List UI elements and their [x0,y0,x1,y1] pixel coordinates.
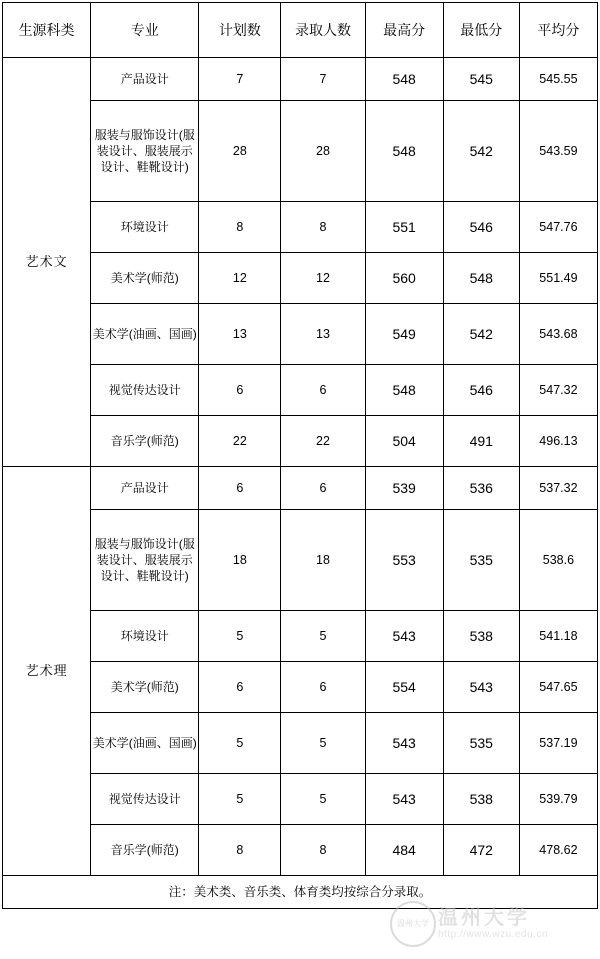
header-cell-plan: 计划数 [199,3,281,58]
plan-cell: 5 [199,611,281,662]
table-row [3,510,598,611]
major-cell: 美术学(油画、国画) [91,713,199,774]
major-cell: 音乐学(师范) [91,416,199,467]
plan-cell: 28 [199,101,281,202]
max-score-cell: 484 [365,825,443,876]
plan-cell: 6 [199,662,281,713]
admitted-cell: 6 [281,365,365,416]
admitted-cell: 6 [281,467,365,510]
admitted-cell: 5 [281,611,365,662]
avg-score-cell: 541.18 [519,611,597,662]
plan-cell: 22 [199,416,281,467]
min-score-cell: 546 [443,365,519,416]
watermark-url: http://www.wzu.edu.cn [438,929,548,940]
admitted-cell: 12 [281,253,365,304]
max-score-cell: 548 [365,101,443,202]
max-score-cell: 549 [365,304,443,365]
table-body [3,58,598,909]
avg-score-cell: 537.19 [519,713,597,774]
plan-cell: 8 [199,825,281,876]
max-score-cell: 553 [365,510,443,611]
table-row [3,416,598,467]
admitted-cell: 28 [281,101,365,202]
table-row [3,58,598,101]
avg-score-cell: 547.76 [519,202,597,253]
major-cell: 音乐学(师范) [91,825,199,876]
header-cell-major: 专业 [91,3,199,58]
max-score-cell: 554 [365,662,443,713]
plan-cell: 8 [199,202,281,253]
plan-cell: 18 [199,510,281,611]
major-cell: 美术学(师范) [91,253,199,304]
score-table-document [0,2,600,959]
max-score-cell: 551 [365,202,443,253]
table-row [3,101,598,202]
avg-score-cell: 538.6 [519,510,597,611]
table-row [3,253,598,304]
table-row [3,662,598,713]
admitted-cell: 22 [281,416,365,467]
max-score-cell: 543 [365,611,443,662]
category-cell-wenke: 艺术文 [3,58,91,467]
plan-cell: 5 [199,713,281,774]
table-row [3,202,598,253]
major-cell: 产品设计 [91,467,199,510]
min-score-cell: 535 [443,510,519,611]
plan-cell: 5 [199,774,281,825]
header-cell-max: 最高分 [365,3,443,58]
table-note-row [3,876,598,909]
admitted-cell: 7 [281,58,365,101]
min-score-cell: 538 [443,611,519,662]
plan-cell: 7 [199,58,281,101]
plan-cell: 6 [199,467,281,510]
table-row [3,825,598,876]
min-score-cell: 536 [443,467,519,510]
min-score-cell: 546 [443,202,519,253]
category-cell-like: 艺术理 [3,467,91,876]
min-score-cell: 542 [443,304,519,365]
plan-cell: 12 [199,253,281,304]
min-score-cell: 535 [443,713,519,774]
university-seal-icon: 温州大学 [390,901,436,947]
admitted-cell: 5 [281,774,365,825]
table-header-row [3,3,598,58]
table-row [3,467,598,510]
header-cell-admitted: 录取人数 [281,3,365,58]
major-cell: 服装与服饰设计(服装设计、服装展示设计、鞋靴设计) [91,510,199,611]
major-cell: 产品设计 [91,58,199,101]
max-score-cell: 504 [365,416,443,467]
admitted-cell: 8 [281,202,365,253]
admitted-cell: 8 [281,825,365,876]
max-score-cell: 548 [365,58,443,101]
max-score-cell: 539 [365,467,443,510]
header-cell-category: 生源科类 [3,3,91,58]
avg-score-cell: 478.62 [519,825,597,876]
max-score-cell: 548 [365,365,443,416]
min-score-cell: 491 [443,416,519,467]
major-cell: 环境设计 [91,611,199,662]
min-score-cell: 545 [443,58,519,101]
avg-score-cell: 539.79 [519,774,597,825]
table-row [3,774,598,825]
avg-score-cell: 543.68 [519,304,597,365]
major-cell: 美术学(油画、国画) [91,304,199,365]
admitted-cell: 18 [281,510,365,611]
min-score-cell: 538 [443,774,519,825]
avg-score-cell: 543.59 [519,101,597,202]
table-row [3,611,598,662]
header-cell-avg: 平均分 [519,3,597,58]
min-score-cell: 543 [443,662,519,713]
plan-cell: 6 [199,365,281,416]
avg-score-cell: 547.32 [519,365,597,416]
major-cell: 视觉传达设计 [91,774,199,825]
table-row [3,713,598,774]
major-cell: 环境设计 [91,202,199,253]
plan-cell: 13 [199,304,281,365]
admission-score-table [2,2,598,909]
admitted-cell: 5 [281,713,365,774]
watermark-university-name: 温州大学 [438,907,530,929]
min-score-cell: 542 [443,101,519,202]
max-score-cell: 543 [365,774,443,825]
major-cell: 服装与服饰设计(服装设计、服装展示设计、鞋靴设计) [91,101,199,202]
table-note: 注：美术类、音乐类、体育类均按综合分录取。 [3,876,598,909]
table-row [3,365,598,416]
avg-score-cell: 537.32 [519,467,597,510]
max-score-cell: 543 [365,713,443,774]
admitted-cell: 13 [281,304,365,365]
admitted-cell: 6 [281,662,365,713]
min-score-cell: 548 [443,253,519,304]
major-cell: 美术学(师范) [91,662,199,713]
avg-score-cell: 551.49 [519,253,597,304]
major-cell: 视觉传达设计 [91,365,199,416]
table-header [3,3,598,58]
max-score-cell: 560 [365,253,443,304]
min-score-cell: 472 [443,825,519,876]
table-row [3,304,598,365]
avg-score-cell: 547.65 [519,662,597,713]
avg-score-cell: 496.13 [519,416,597,467]
header-cell-min: 最低分 [443,3,519,58]
avg-score-cell: 545.55 [519,58,597,101]
